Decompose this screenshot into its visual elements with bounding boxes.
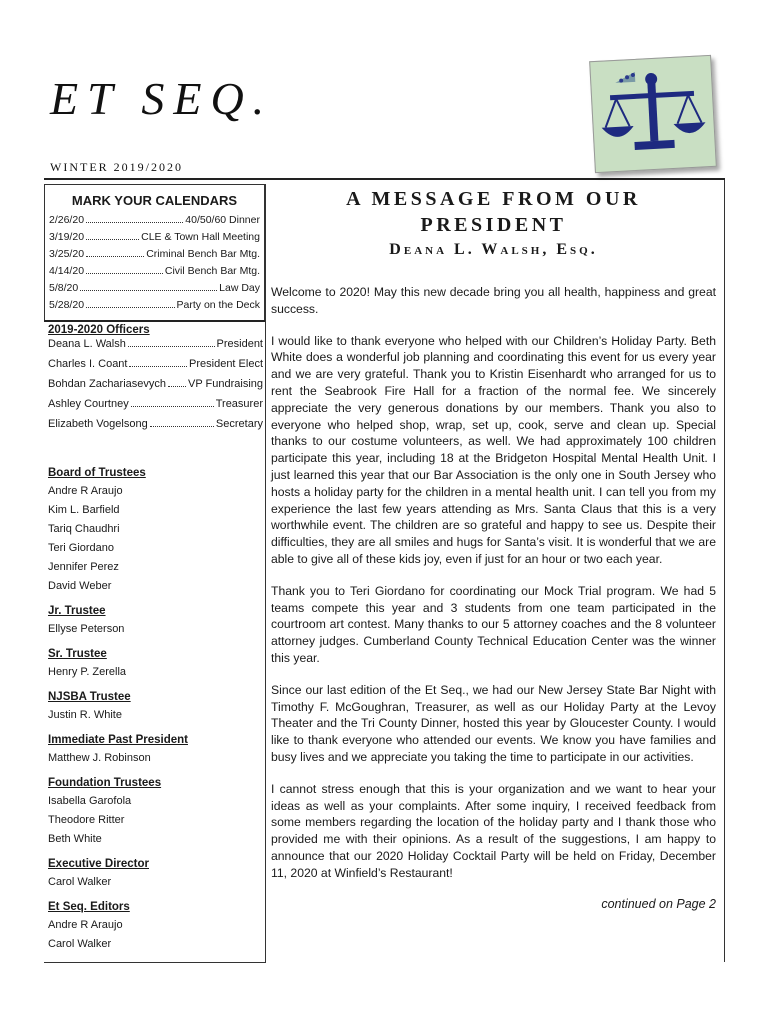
calendar-event	[49, 299, 260, 316]
event-date: 3/19/20	[49, 231, 85, 243]
group-member: Henry P. Zerella	[48, 666, 127, 678]
njsba-trustee-group	[44, 688, 265, 725]
calendar-event	[49, 265, 260, 282]
group-heading: Jr. Trustee	[48, 605, 106, 617]
scales-icon	[590, 56, 716, 172]
header-divider	[44, 178, 725, 180]
foundation-trustees-group	[44, 774, 265, 849]
officer-role: Treasurer	[215, 398, 263, 410]
editors-group	[44, 898, 265, 954]
group-member: Ellyse Peterson	[48, 623, 125, 635]
officer-name: Elizabeth Vogelsong	[48, 418, 148, 430]
article-paragraph: Since our last edition of the Et Seq., we had our New Jersey State Bar Night with Timothy F. McGoughran, Treasurer, as well as our Holiday Party at the Levoy Theater and the Tri County Dinner, hosted this year by Gloucester County. I would like to thank everyone who attended our events. We know you have families and busy lives and we appreciate you taking the time to participate in our activities.	[271, 682, 716, 764]
group-member: Justin R. White	[48, 709, 122, 721]
event-date: 3/25/20	[49, 248, 85, 260]
masthead-title: ET SEQ.	[50, 73, 274, 124]
group-member: Carol Walker	[48, 938, 112, 950]
group-member: Andre R Araujo	[48, 485, 123, 497]
group-heading: Sr. Trustee	[48, 648, 107, 660]
article-title-line2: PRESIDENT	[420, 214, 567, 236]
officer-name: Bohdan Zachariasevych	[48, 378, 167, 390]
calendar-event	[49, 214, 260, 231]
event-date: 4/14/20	[49, 265, 85, 277]
article-paragraph: Thank you to Teri Giordano for coordinating our Mock Trial program. We had 5 teams compete this year and 3 students from one team participated in the courtroom art contest. Many thanks to our 5 attorney coaches and the 8 volunteer attorney judges. Cumberland County Technical Education Center was the winner this year.	[271, 583, 716, 665]
group-member: Tariq Chaudhri	[48, 523, 120, 535]
group-member: Carol Walker	[48, 876, 112, 888]
column-divider	[724, 180, 725, 962]
group-heading: Immediate Past President	[48, 734, 188, 746]
article-title-line1: A MESSAGE FROM OUR	[346, 188, 641, 210]
group-member: Matthew J. Robinson	[48, 752, 151, 764]
calendar-title: MARK YOUR CALENDARS	[71, 193, 238, 208]
past-president-group	[44, 731, 265, 768]
calendar-box	[44, 184, 265, 320]
officer-name: Deana L. Walsh	[48, 338, 126, 350]
article-paragraph: Welcome to 2020! May this new decade bring you all health, happiness and great success.	[271, 285, 716, 316]
officer-role: President Elect	[189, 358, 263, 370]
event-name: 40/50/60 Dinner	[185, 214, 260, 226]
executive-director-group	[44, 855, 265, 892]
calendar-event	[49, 282, 260, 299]
officer-role: VP Fundraising	[187, 378, 263, 390]
event-name: CLE & Town Hall Meeting	[141, 231, 260, 243]
officer-row	[44, 338, 265, 358]
event-name: Law Day	[219, 282, 260, 294]
officer-name: Ashley Courtney	[48, 398, 129, 410]
continued-note: continued on Page 2	[601, 896, 716, 911]
officer-row	[44, 358, 265, 378]
event-name: Civil Bench Bar Mtg.	[164, 265, 260, 277]
group-heading: Executive Director	[48, 858, 149, 870]
group-member: Kim L. Barfield	[48, 504, 120, 516]
group-member: Teri Giordano	[48, 542, 115, 554]
group-heading: Et Seq. Editors	[48, 901, 130, 913]
group-member: David Weber	[48, 580, 112, 592]
president-message	[271, 186, 716, 911]
calendar-event	[49, 248, 260, 265]
officer-name: Charles I. Coant	[48, 358, 128, 370]
article-byline: Deana L. Walsh, Esq.	[389, 241, 598, 258]
issue-date: WINTER 2019/2020	[50, 160, 183, 174]
event-date: 5/28/20	[49, 299, 85, 311]
event-name: Party on the Deck	[176, 299, 260, 311]
event-date: 5/8/20	[49, 282, 79, 294]
officer-row	[44, 378, 265, 398]
scales-of-justice-logo	[589, 55, 717, 173]
event-date: 2/26/20	[49, 214, 85, 226]
group-member: Isabella Garofola	[48, 795, 132, 807]
group-member: Andre R Araujo	[48, 919, 123, 931]
group-member: Beth White	[48, 833, 102, 845]
group-member: Theodore Ritter	[48, 814, 125, 826]
group-heading: NJSBA Trustee	[48, 691, 131, 703]
officer-row	[44, 398, 265, 418]
calendar-event	[49, 231, 260, 248]
event-name: Criminal Bench Bar Mtg.	[146, 248, 260, 260]
officers-heading: 2019-2020 Officers	[44, 320, 265, 338]
officer-role: Secretary	[215, 418, 263, 430]
sidebar	[44, 184, 266, 963]
board-of-trustees-group	[44, 464, 265, 596]
officer-role: President	[216, 338, 263, 350]
group-member: Jennifer Perez	[48, 561, 119, 573]
group-heading: Board of Trustees	[48, 467, 146, 479]
jr-trustee-group	[44, 602, 265, 639]
sr-trustee-group	[44, 645, 265, 682]
article-paragraph: I would like to thank everyone who helped with our Children’s Holiday Party. Beth White does a wonderful job planning and coordinating this event for us every year and we are very grateful. Thank you to Kristin Eisenhardt who arranged for us to rent the Seabrook Fire Hall for a fraction of the normal fee. We sincerely appreciate the very generous donations by our members. Thank you also to everyone who helped shop, wrap, set up, cook, serve and clean up. Special thanks to our costume volunteers, as well. We had approximately 100 children participate this year, including 18 at the Bridgeton Hospital Mental Health Unit. I just learned this year that our Bar Association is the only one in South Jersey who hosts a holiday party for the children in a mental health unit. I can tell you from my experience the last few years attending as Mrs. Santa Claus that this is a very worthwhile event. The children are so grateful and happy to see us. Despite their difficulties, they are all smiles and hugs for Santa’s visit. It is wonderful that we are able to give all of these kids joy, even if just for an hour or two each year.	[271, 333, 716, 566]
officer-row	[44, 418, 265, 438]
article-paragraph: I cannot stress enough that this is your organization and we want to hear your ideas as well as your complaints. After some inquiry, I received feedback from some members regarding the location of the holiday party and I thank those who provided me with their opinions. As a result of the suggestions, I am happy to announce that our 2020 Holiday Cocktail Party will be held on Friday, December 11, 2020 at Winfield’s Restaurant!	[271, 781, 716, 880]
group-heading: Foundation Trustees	[48, 777, 162, 789]
